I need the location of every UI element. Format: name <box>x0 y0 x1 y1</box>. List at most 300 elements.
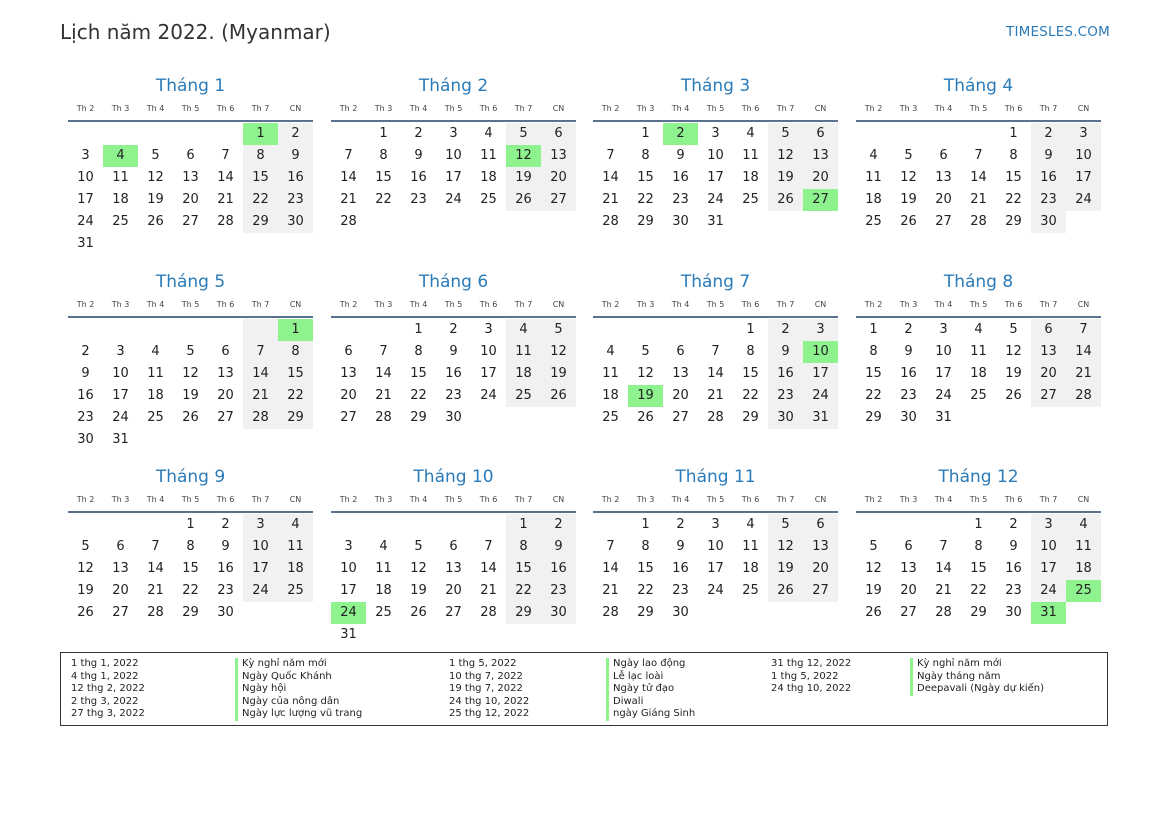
day-cell: 24 <box>707 583 724 598</box>
weekday-label: CN <box>552 300 565 309</box>
day-cell: 7 <box>221 148 230 163</box>
day-cell: 30 <box>672 214 689 229</box>
day-cell: 6 <box>541 123 576 145</box>
weekday-header <box>856 493 1101 507</box>
empty-day-cell <box>331 123 366 145</box>
day-cell: 17 <box>707 170 724 185</box>
empty-day-cell <box>68 319 103 341</box>
day-cell: 31 <box>935 410 952 425</box>
day-cell: 11 <box>278 536 313 558</box>
day-cell: 17 <box>77 192 94 207</box>
day-cell: 14 <box>1066 341 1101 363</box>
day-cell: 31 <box>707 214 724 229</box>
legend-entry: Diwali <box>606 696 695 709</box>
day-cell: 30 <box>541 602 576 624</box>
empty-day-cell <box>243 319 278 341</box>
day-cell: 17 <box>1066 167 1101 189</box>
empty-day-cell <box>103 123 138 145</box>
day-cell: 16 <box>900 366 917 381</box>
legend-entry: Kỳ nghỉ năm mới <box>910 658 1044 671</box>
day-cell: 1 <box>506 514 541 536</box>
month-title: Tháng 6 <box>418 272 489 292</box>
day-cell: 8 <box>869 344 878 359</box>
empty-day-cell <box>173 319 208 341</box>
day-cell: 31 <box>803 407 838 429</box>
day-cell: 23 <box>1031 189 1066 211</box>
weekday-header <box>68 102 313 116</box>
empty-day-cell <box>593 514 628 536</box>
weekday-label: Th 5 <box>969 300 988 309</box>
day-grid <box>331 122 576 233</box>
weekday-label: CN <box>814 300 827 309</box>
day-cell: 21 <box>970 192 987 207</box>
day-cell: 13 <box>935 170 952 185</box>
day-cell: 10 <box>1066 145 1101 167</box>
month-title: Tháng 3 <box>680 76 751 96</box>
empty-day-cell <box>103 319 138 341</box>
day-cell: 10 <box>112 366 129 381</box>
day-cell: 3 <box>449 126 458 141</box>
day-cell: 28 <box>935 605 952 620</box>
day-cell: 14 <box>217 170 234 185</box>
day-cell: 16 <box>768 363 803 385</box>
legend-entry: 24 thg 10, 2022 <box>771 683 852 695</box>
day-grid <box>331 318 576 429</box>
day-cell: 28 <box>480 605 497 620</box>
empty-day-cell <box>856 514 891 536</box>
day-cell: 9 <box>449 344 458 359</box>
day-cell: 4 <box>379 539 388 554</box>
day-cell: 9 <box>541 536 576 558</box>
day-cell: 19 <box>410 583 427 598</box>
day-cell: 7 <box>606 539 615 554</box>
day-cell: 9 <box>676 539 685 554</box>
day-cell: 23 <box>1005 583 1022 598</box>
day-cell: 14 <box>602 561 619 576</box>
day-cell: 11 <box>1066 536 1101 558</box>
day-cell: 12 <box>182 366 199 381</box>
day-cell: 17 <box>340 583 357 598</box>
day-cell: 8 <box>1009 148 1018 163</box>
day-cell: 22 <box>970 583 987 598</box>
weekday-label: Th 7 <box>251 300 270 309</box>
weekday-label: Th 3 <box>374 495 393 504</box>
weekday-label: Th 4 <box>146 495 165 504</box>
day-cell: 24 <box>707 192 724 207</box>
day-cell: 2 <box>1031 123 1066 145</box>
site-link[interactable]: TIMESLES.COM <box>1006 24 1110 40</box>
weekday-label: Th 5 <box>181 495 200 504</box>
day-cell: 5 <box>641 344 650 359</box>
day-cell: 23 <box>900 388 917 403</box>
weekday-label: Th 5 <box>706 104 725 113</box>
day-cell: 22 <box>1005 192 1022 207</box>
day-cell: 26 <box>147 214 164 229</box>
day-cell: 13 <box>445 561 462 576</box>
day-cell: 4 <box>746 126 755 141</box>
day-cell: 3 <box>344 539 353 554</box>
weekday-header <box>331 102 576 116</box>
day-cell: 23 <box>77 410 94 425</box>
empty-day-cell <box>698 319 733 341</box>
weekday-label: Th 5 <box>181 300 200 309</box>
day-cell: 11 <box>506 341 541 363</box>
day-cell: 29 <box>278 407 313 429</box>
weekday-label: Th 4 <box>409 300 428 309</box>
weekday-label: Th 4 <box>409 495 428 504</box>
day-cell: 25 <box>865 214 882 229</box>
day-cell: 29 <box>1005 214 1022 229</box>
legend-entry: 1 thg 5, 2022 <box>449 658 517 669</box>
empty-day-cell <box>138 123 173 145</box>
day-cell: 21 <box>602 583 619 598</box>
day-cell: 4 <box>869 148 878 163</box>
day-cell: 8 <box>641 539 650 554</box>
day-cell: 5 <box>904 148 913 163</box>
day-grid <box>68 122 313 255</box>
weekday-label: Th 3 <box>899 495 918 504</box>
weekday-label: Th 2 <box>864 495 883 504</box>
day-cell: 13 <box>1031 341 1066 363</box>
day-cell: 7 <box>974 148 983 163</box>
day-cell: 6 <box>1031 319 1066 341</box>
day-cell: 28 <box>707 410 724 425</box>
weekday-label: Th 2 <box>339 104 358 113</box>
day-cell: 18 <box>147 388 164 403</box>
day-cell: 28 <box>340 214 357 229</box>
month-title: Tháng 8 <box>943 272 1014 292</box>
month-calendar <box>593 71 838 233</box>
day-cell: 16 <box>77 388 94 403</box>
day-cell: 25 <box>375 605 392 620</box>
empty-day-cell <box>138 514 173 536</box>
month-calendar <box>593 462 838 624</box>
empty-day-cell <box>366 319 401 341</box>
empty-day-cell <box>856 123 891 145</box>
day-cell: 16 <box>445 366 462 381</box>
day-cell: 3 <box>711 517 720 532</box>
weekday-label: Th 7 <box>776 300 795 309</box>
day-cell: 6 <box>116 539 125 554</box>
day-cell: 10 <box>77 170 94 185</box>
empty-day-cell <box>138 319 173 341</box>
day-cell: 20 <box>935 192 952 207</box>
day-cell: 4 <box>506 319 541 341</box>
weekday-label: Th 6 <box>216 495 235 504</box>
day-cell: 24 <box>243 580 278 602</box>
weekday-header <box>331 298 576 312</box>
weekday-label: Th 2 <box>76 104 95 113</box>
weekday-label: Th 5 <box>444 495 463 504</box>
day-cell: 12 <box>77 561 94 576</box>
day-cell: 27 <box>1031 385 1066 407</box>
weekday-label: CN <box>552 104 565 113</box>
day-cell: 25 <box>278 580 313 602</box>
day-cell: 12 <box>147 170 164 185</box>
empty-day-cell <box>593 123 628 145</box>
day-cell: 15 <box>865 366 882 381</box>
weekday-label: Th 2 <box>339 495 358 504</box>
day-cell: 18 <box>865 192 882 207</box>
empty-day-cell <box>471 514 506 536</box>
weekday-label: Th 2 <box>76 495 95 504</box>
day-cell: 12 <box>768 145 803 167</box>
day-cell: 7 <box>344 148 353 163</box>
day-cell: 2 <box>541 514 576 536</box>
day-cell: 7 <box>484 539 493 554</box>
day-cell: 8 <box>506 536 541 558</box>
empty-day-cell <box>173 123 208 145</box>
empty-day-cell <box>436 514 471 536</box>
weekday-label: Th 4 <box>409 104 428 113</box>
empty-day-cell <box>891 514 926 536</box>
day-cell: 2 <box>768 319 803 341</box>
day-cell: 24 <box>445 192 462 207</box>
empty-day-cell <box>891 123 926 145</box>
day-cell: 28 <box>217 214 234 229</box>
day-cell: 2 <box>221 517 230 532</box>
day-cell: 20 <box>112 583 129 598</box>
day-cell: 1 <box>746 322 755 337</box>
day-cell: 21 <box>375 388 392 403</box>
day-cell: 8 <box>746 344 755 359</box>
weekday-label: CN <box>552 495 565 504</box>
day-cell: 30 <box>77 432 94 447</box>
weekday-label: Th 6 <box>741 300 760 309</box>
legend-dates-2 <box>449 658 529 721</box>
weekday-label: Th 4 <box>934 300 953 309</box>
day-cell: 22 <box>182 583 199 598</box>
day-cell: 14 <box>340 170 357 185</box>
weekday-label: CN <box>1077 495 1090 504</box>
day-cell: 1 <box>278 319 313 341</box>
day-cell: 7 <box>379 344 388 359</box>
day-cell: 30 <box>900 410 917 425</box>
day-cell: 17 <box>480 366 497 381</box>
day-cell: 16 <box>278 167 313 189</box>
day-cell: 31 <box>1031 602 1066 624</box>
day-cell: 29 <box>243 211 278 233</box>
day-cell: 24 <box>77 214 94 229</box>
day-cell: 13 <box>182 170 199 185</box>
weekday-label: Th 3 <box>111 300 130 309</box>
day-cell: 28 <box>375 410 392 425</box>
day-cell: 21 <box>707 388 724 403</box>
weekday-label: Th 5 <box>444 104 463 113</box>
day-cell: 18 <box>742 170 759 185</box>
day-cell: 4 <box>1066 514 1101 536</box>
day-cell: 15 <box>506 558 541 580</box>
day-grid <box>68 318 313 451</box>
weekday-label: Th 3 <box>111 495 130 504</box>
day-cell: 15 <box>637 561 654 576</box>
legend-dates-1 <box>71 658 145 721</box>
weekday-label: Th 7 <box>776 104 795 113</box>
day-cell: 21 <box>935 583 952 598</box>
day-cell: 27 <box>112 605 129 620</box>
day-cell: 3 <box>1066 123 1101 145</box>
empty-day-cell <box>331 514 366 536</box>
weekday-label: Th 5 <box>444 300 463 309</box>
day-cell: 18 <box>112 192 129 207</box>
day-cell: 27 <box>182 214 199 229</box>
day-cell: 12 <box>900 170 917 185</box>
day-cell: 3 <box>484 322 493 337</box>
day-cell: 13 <box>672 366 689 381</box>
day-cell: 11 <box>865 170 882 185</box>
day-cell: 9 <box>414 148 423 163</box>
day-cell: 10 <box>1031 536 1066 558</box>
day-cell: 1 <box>186 517 195 532</box>
day-cell: 30 <box>445 410 462 425</box>
day-cell: 22 <box>375 192 392 207</box>
day-cell: 29 <box>637 214 654 229</box>
day-cell: 25 <box>970 388 987 403</box>
day-cell: 29 <box>970 605 987 620</box>
day-cell: 18 <box>375 583 392 598</box>
day-cell: 1 <box>379 126 388 141</box>
day-cell: 15 <box>243 167 278 189</box>
month-title: Tháng 5 <box>155 272 226 292</box>
day-cell: 23 <box>768 385 803 407</box>
day-cell: 3 <box>81 148 90 163</box>
day-cell: 5 <box>414 539 423 554</box>
day-cell: 24 <box>1031 580 1066 602</box>
legend-entry: Ngày Quốc Khánh <box>235 671 362 684</box>
day-cell: 24 <box>480 388 497 403</box>
day-cell: 19 <box>147 192 164 207</box>
day-cell: 21 <box>1066 363 1101 385</box>
day-cell: 13 <box>112 561 129 576</box>
day-cell: 21 <box>602 192 619 207</box>
day-cell: 18 <box>602 388 619 403</box>
day-cell: 19 <box>628 385 663 407</box>
empty-day-cell <box>628 319 663 341</box>
day-cell: 27 <box>803 189 838 211</box>
day-cell: 14 <box>243 363 278 385</box>
legend-entry: Deepavali (Ngày dự kiến) <box>910 683 1044 696</box>
day-cell: 6 <box>939 148 948 163</box>
day-cell: 22 <box>742 388 759 403</box>
day-cell: 11 <box>742 148 759 163</box>
day-cell: 23 <box>672 583 689 598</box>
day-cell: 17 <box>803 363 838 385</box>
day-cell: 12 <box>1005 344 1022 359</box>
day-cell: 27 <box>672 410 689 425</box>
day-cell: 15 <box>637 170 654 185</box>
weekday-label: CN <box>814 495 827 504</box>
weekday-label: Th 7 <box>514 495 533 504</box>
weekday-label: Th 2 <box>601 495 620 504</box>
day-cell: 20 <box>900 583 917 598</box>
month-title: Tháng 12 <box>938 467 1019 487</box>
day-cell: 15 <box>375 170 392 185</box>
day-cell: 26 <box>768 189 803 211</box>
day-cell: 25 <box>147 410 164 425</box>
holiday-legend <box>60 652 1108 726</box>
day-cell: 23 <box>541 580 576 602</box>
day-cell: 20 <box>803 558 838 580</box>
day-grid <box>856 513 1101 624</box>
empty-day-cell <box>208 123 243 145</box>
day-cell: 19 <box>865 583 882 598</box>
weekday-label: Th 3 <box>899 104 918 113</box>
day-cell: 11 <box>970 344 987 359</box>
day-cell: 9 <box>81 366 90 381</box>
day-cell: 4 <box>151 344 160 359</box>
day-cell: 30 <box>1031 211 1066 233</box>
weekday-label: Th 6 <box>741 104 760 113</box>
empty-day-cell <box>663 319 698 341</box>
day-cell: 26 <box>637 410 654 425</box>
legend-entry: 25 thg 12, 2022 <box>449 708 530 720</box>
day-cell: 26 <box>768 580 803 602</box>
day-cell: 27 <box>541 189 576 211</box>
weekday-label: Th 3 <box>636 495 655 504</box>
day-cell: 26 <box>506 189 541 211</box>
day-cell: 16 <box>1005 561 1022 576</box>
day-cell: 26 <box>77 605 94 620</box>
day-cell: 14 <box>147 561 164 576</box>
day-cell: 29 <box>742 410 759 425</box>
day-cell: 5 <box>1009 322 1018 337</box>
day-cell: 20 <box>1031 363 1066 385</box>
day-cell: 10 <box>243 536 278 558</box>
empty-day-cell <box>68 123 103 145</box>
day-cell: 22 <box>637 192 654 207</box>
weekday-label: Th 5 <box>969 495 988 504</box>
weekday-label: Th 4 <box>671 104 690 113</box>
empty-day-cell <box>401 514 436 536</box>
weekday-header <box>593 298 838 312</box>
day-cell: 26 <box>541 385 576 407</box>
day-cell: 18 <box>742 561 759 576</box>
day-cell: 28 <box>147 605 164 620</box>
month-calendar <box>68 71 313 255</box>
day-cell: 17 <box>112 388 129 403</box>
day-cell: 4 <box>746 517 755 532</box>
weekday-label: Th 3 <box>899 300 918 309</box>
day-cell: 5 <box>768 123 803 145</box>
legend-entry: Ngày tháng năm <box>910 671 1044 684</box>
day-cell: 16 <box>1031 167 1066 189</box>
day-cell: 14 <box>602 170 619 185</box>
legend-entry: Ngày lao động <box>606 658 695 671</box>
weekday-label: CN <box>1077 300 1090 309</box>
day-cell: 17 <box>445 170 462 185</box>
day-cell: 2 <box>414 126 423 141</box>
weekday-label: Th 6 <box>1004 300 1023 309</box>
day-cell: 13 <box>803 145 838 167</box>
day-cell: 20 <box>340 388 357 403</box>
day-cell: 16 <box>541 558 576 580</box>
day-cell: 28 <box>602 605 619 620</box>
day-cell: 9 <box>278 145 313 167</box>
day-grid <box>68 513 313 624</box>
weekday-label: Th 2 <box>601 300 620 309</box>
day-cell: 2 <box>663 123 698 145</box>
legend-entry: 1 thg 1, 2022 <box>71 658 139 669</box>
weekday-label: Th 4 <box>671 495 690 504</box>
weekday-label: Th 6 <box>216 300 235 309</box>
day-cell: 30 <box>1005 605 1022 620</box>
day-cell: 13 <box>217 366 234 381</box>
day-cell: 5 <box>506 123 541 145</box>
day-cell: 11 <box>147 366 164 381</box>
day-cell: 16 <box>410 170 427 185</box>
day-cell: 2 <box>1009 517 1018 532</box>
day-cell: 25 <box>602 410 619 425</box>
